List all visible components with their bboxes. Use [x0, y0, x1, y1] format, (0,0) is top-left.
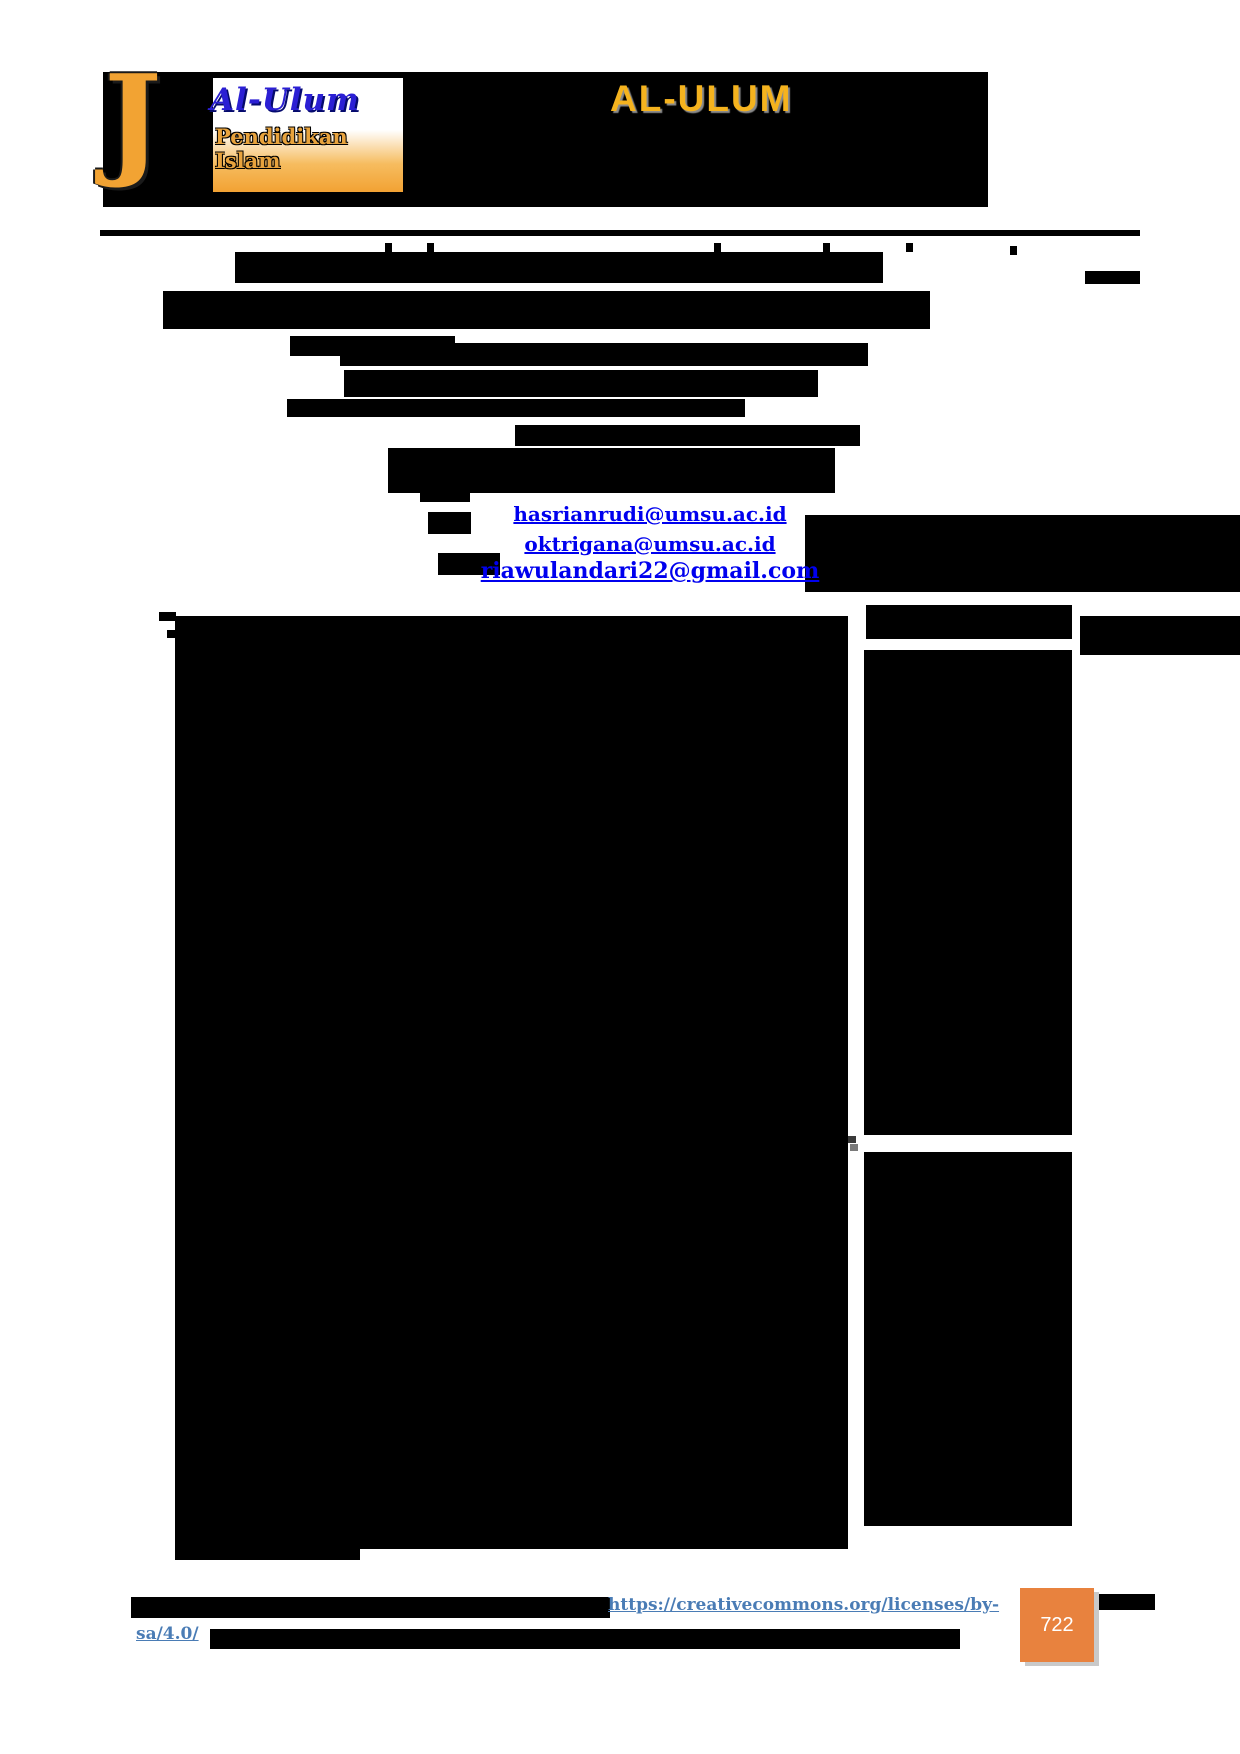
redacted-left-column-tail — [175, 1549, 360, 1560]
redacted-affiliation-line — [515, 425, 860, 446]
redacted-right-column-upper — [864, 650, 1072, 1135]
redacted-text-fragment — [420, 474, 470, 502]
author-email-link[interactable]: oktrigana@umsu.ac.id — [524, 532, 776, 556]
journal-logo-script: Al-Ulum — [210, 82, 360, 118]
redacted-superscript-mark — [427, 243, 434, 252]
redacted-right-column-header — [866, 605, 1072, 639]
redacted-footer-line — [210, 1629, 960, 1649]
author-email-line — [380, 502, 920, 526]
journal-logo-letter: J — [104, 47, 162, 191]
redacted-gutter-mark — [850, 1144, 858, 1151]
redacted-gutter-mark — [848, 1136, 856, 1143]
page-number-badge — [1020, 1588, 1094, 1662]
redacted-superscript-mark — [906, 243, 913, 252]
journal-title: AL-ULUM — [610, 78, 793, 119]
redacted-title-line — [235, 252, 883, 283]
redacted-title-line — [163, 291, 930, 329]
author-email-line — [380, 558, 920, 584]
license-url-link[interactable]: https://creativecommons.org/licenses/by- — [608, 1595, 1000, 1615]
redacted-superscript-mark — [385, 243, 392, 252]
redacted-author-line — [340, 343, 868, 366]
redacted-affiliation-line — [344, 370, 818, 397]
author-email-link[interactable]: hasrianrudi@umsu.ac.id — [513, 502, 787, 526]
redacted-left-column — [175, 616, 848, 1549]
redacted-footer-line — [131, 1597, 610, 1618]
redacted-margin-mark — [159, 612, 176, 621]
license-url-link-wrap[interactable]: sa/4.0/ — [136, 1624, 199, 1644]
page-number: 722 — [1040, 1613, 1074, 1636]
redacted-superscript-mark — [823, 243, 830, 252]
redacted-margin-block — [1080, 616, 1240, 655]
author-email-link[interactable]: riawulandari22@gmail.com — [480, 558, 820, 584]
redacted-superscript-mark — [714, 243, 721, 252]
redacted-text-fragment — [1085, 271, 1140, 284]
redacted-affiliation-line — [287, 399, 745, 417]
author-email-line — [380, 532, 920, 556]
journal-logo-line1: Pendidikan — [215, 124, 348, 149]
redacted-footer-fragment — [1098, 1594, 1155, 1610]
redacted-right-column-lower — [864, 1152, 1072, 1526]
redacted-superscript-mark — [1010, 246, 1017, 255]
header-divider-rule — [100, 230, 1140, 236]
journal-logo-line2: Islam — [215, 148, 281, 173]
